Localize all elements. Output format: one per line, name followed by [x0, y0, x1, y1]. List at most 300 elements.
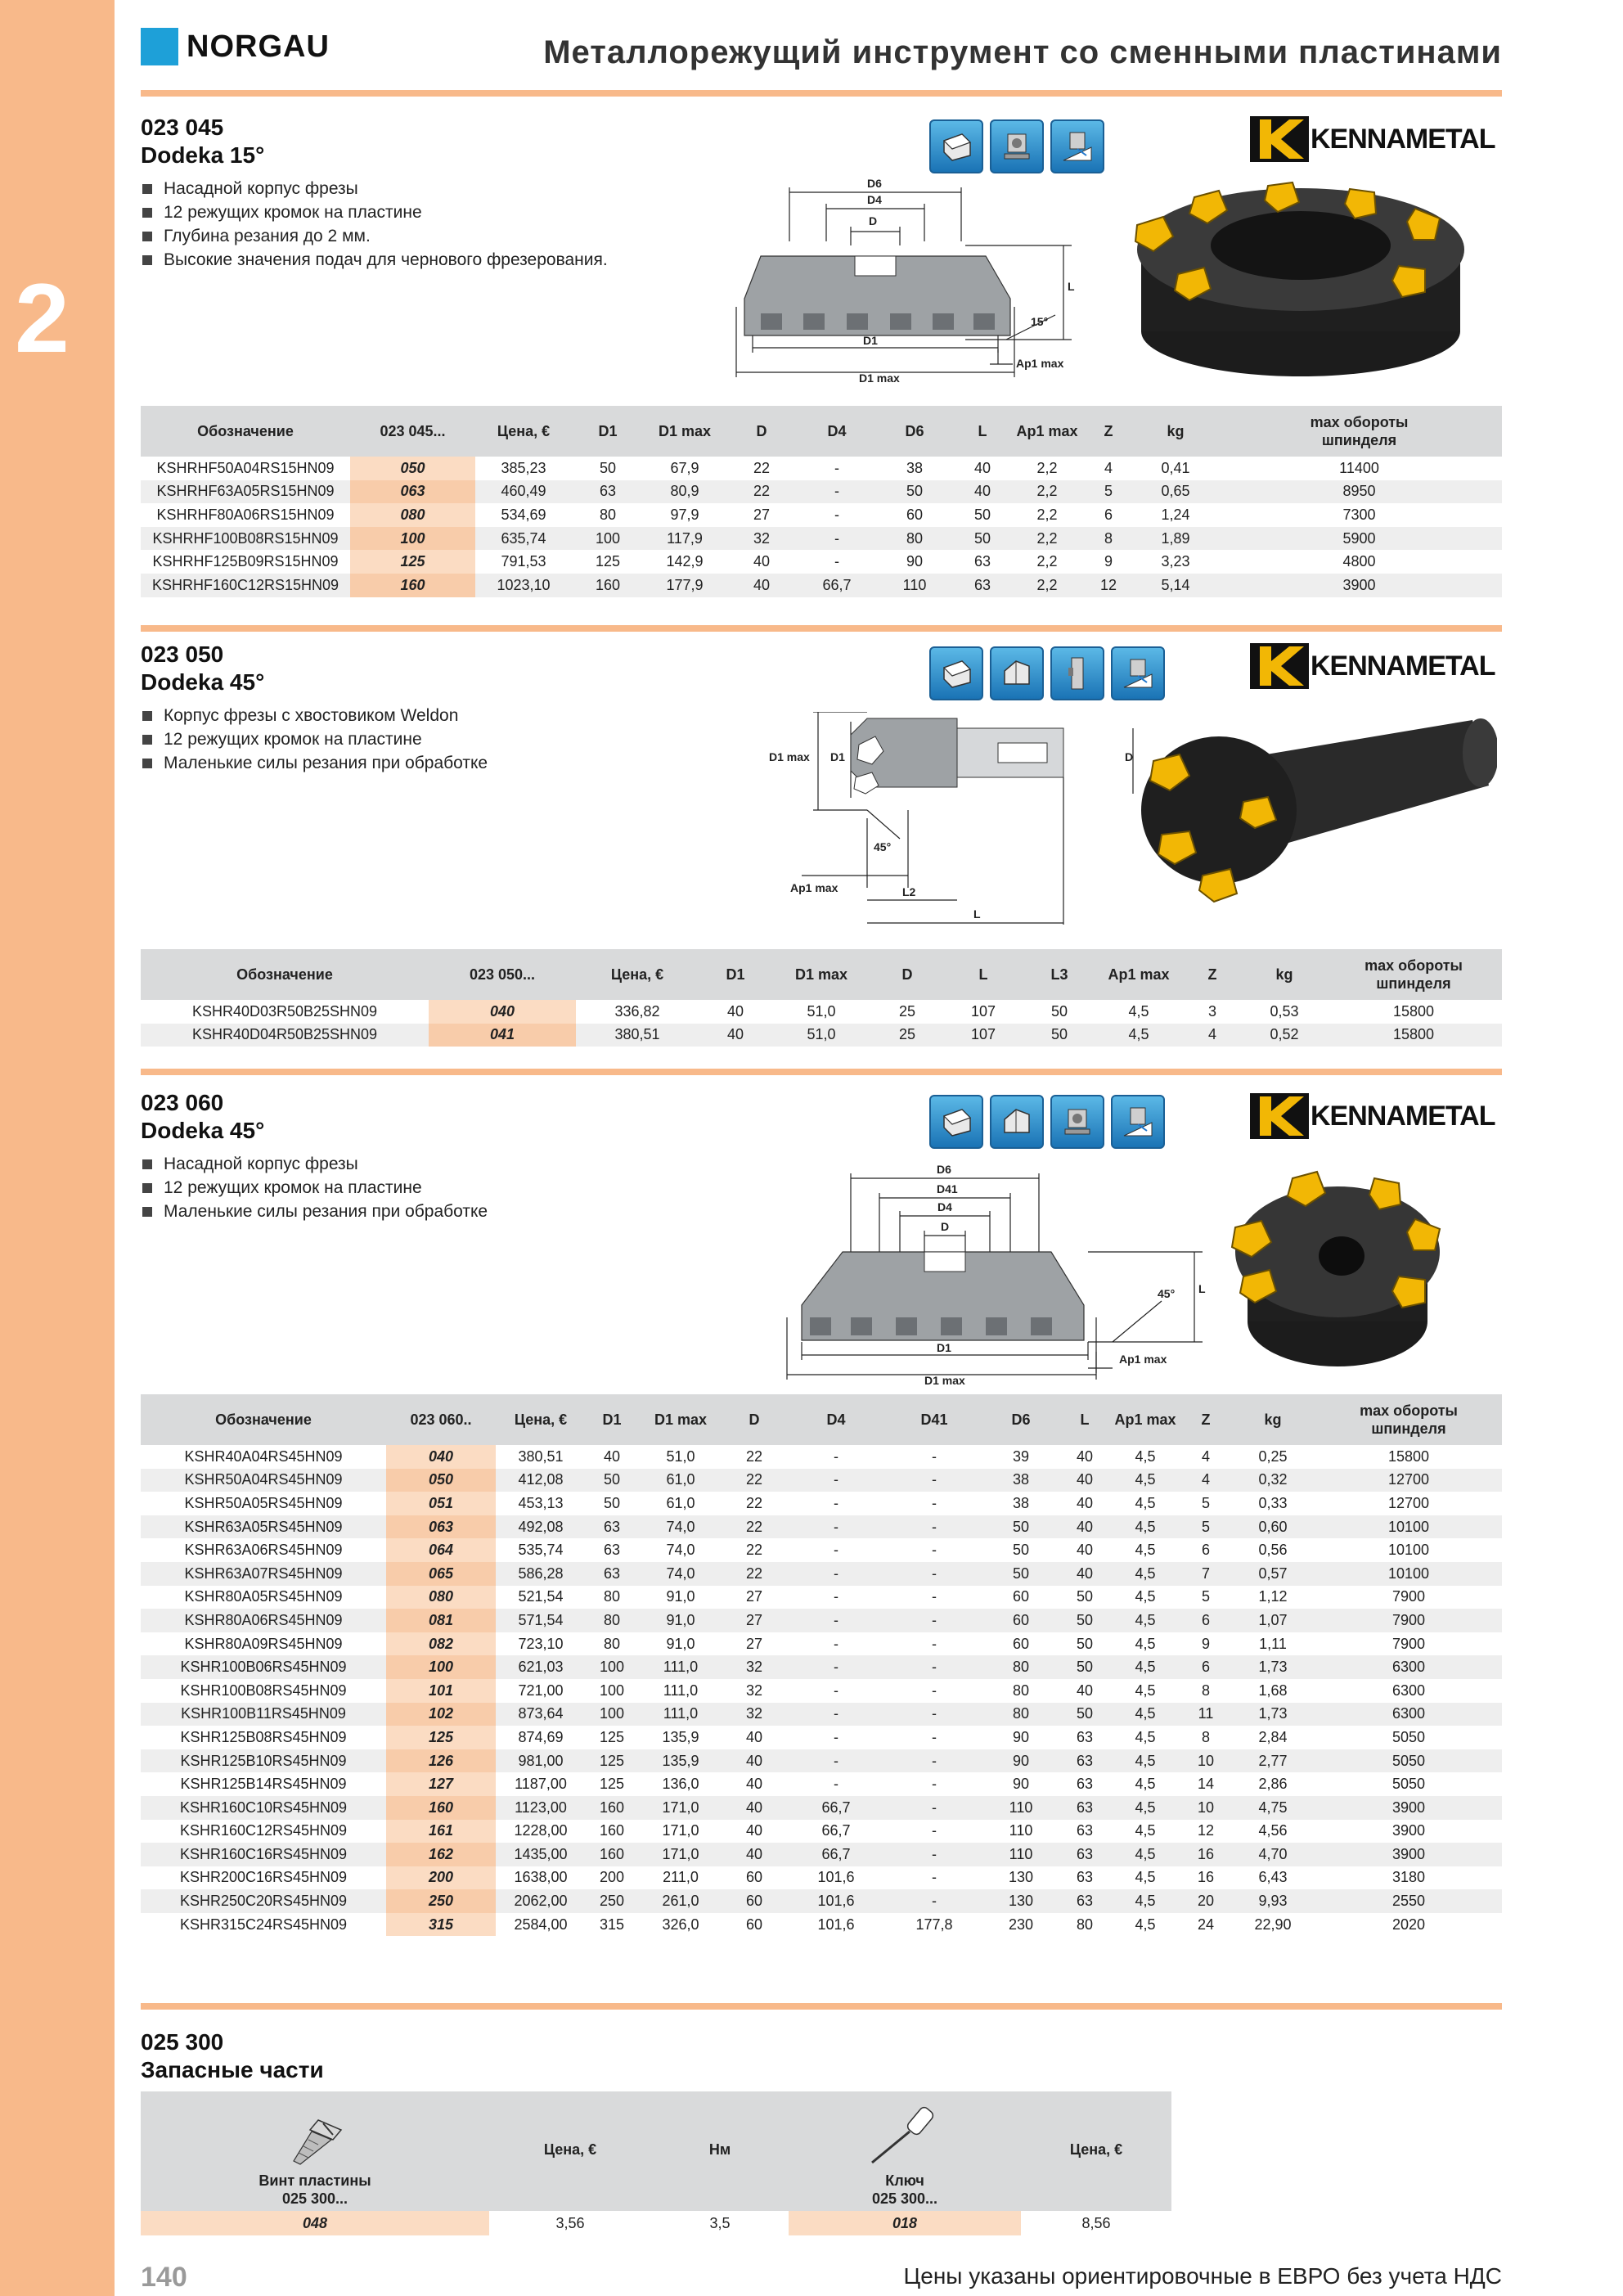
- designation-cell: KSHR125B10RS45HN09: [141, 1749, 386, 1773]
- value-cell: 230: [1008, 1916, 1034, 1933]
- value-cell: 0,41: [1161, 459, 1190, 476]
- value-cell: 16: [1181, 1843, 1230, 1866]
- value-cell: 61,0: [666, 1494, 695, 1511]
- chamfer-icon: [990, 1095, 1044, 1149]
- designation-cell: KSHR100B06RS45HN09: [141, 1655, 386, 1679]
- col-header: kg: [1135, 406, 1216, 457]
- value-cell: 5,14: [1135, 574, 1216, 597]
- square-insert-icon: [929, 1095, 983, 1149]
- value-cell: -: [887, 1609, 982, 1632]
- value-cell: 4: [1181, 1469, 1230, 1492]
- value-cell: 336,82: [614, 1002, 660, 1020]
- section-rule: [141, 625, 1502, 632]
- face-mill-icon: [1050, 1095, 1104, 1149]
- svg-text:D4: D4: [867, 193, 882, 206]
- value-cell: -: [834, 1494, 838, 1511]
- value-cell: 0,52: [1243, 1024, 1325, 1047]
- value-cell: 110: [982, 1796, 1060, 1820]
- value-cell: 3: [1207, 1002, 1216, 1020]
- svg-text:D6: D6: [867, 177, 882, 190]
- value-cell: -: [887, 1469, 982, 1492]
- value-cell: 40: [1060, 1469, 1109, 1492]
- value-cell: 0,57: [1230, 1562, 1315, 1586]
- value-cell: 4,5: [1109, 1515, 1181, 1539]
- col-header: D4: [785, 1394, 887, 1445]
- value-cell: 63: [953, 574, 1012, 597]
- designation-cell: KSHR50A05RS45HN09: [184, 1494, 343, 1511]
- designation-cell: KSHR160C12RS45HN09: [179, 1822, 348, 1839]
- page-number: 140: [141, 2262, 187, 2293]
- col-header: Ap1 max: [1096, 949, 1181, 1000]
- value-cell: 4800: [1342, 553, 1376, 570]
- value-cell: 100: [572, 527, 644, 551]
- designation-cell: KSHRHF100B08RS15HN09: [141, 527, 350, 551]
- value-cell: 63: [1060, 1843, 1109, 1866]
- value-cell: 4,75: [1230, 1796, 1315, 1820]
- value-cell: 97,9: [670, 506, 699, 523]
- designation-cell: KSHR100B11RS45HN09: [141, 1703, 386, 1727]
- value-cell: 142,9: [666, 553, 704, 570]
- value-cell: 111,0: [638, 1703, 723, 1727]
- value-cell: 40: [723, 1796, 785, 1820]
- value-cell: -: [785, 1609, 887, 1632]
- brand-name: NORGAU: [187, 29, 330, 64]
- designation-cell: KSHR63A07RS45HN09: [141, 1562, 386, 1586]
- value-cell: -: [785, 1703, 887, 1727]
- section-rule: [141, 1069, 1502, 1075]
- value-cell: -: [834, 1588, 838, 1605]
- value-cell: 50: [1012, 1542, 1030, 1559]
- value-cell: 51,0: [666, 1447, 695, 1465]
- value-cell: 4,5: [1109, 1609, 1181, 1632]
- designation-cell: KSHR80A05RS45HN09: [184, 1588, 343, 1605]
- value-cell: 7900: [1391, 1635, 1426, 1652]
- value-cell: 60: [745, 1916, 763, 1933]
- order-code-cell: 050: [350, 457, 475, 480]
- designation-cell: KSHRHF125B09RS15HN09: [152, 553, 339, 570]
- section-code: 023 050: [141, 642, 224, 667]
- value-cell: 101,6: [817, 1916, 855, 1933]
- value-cell: 100: [599, 1681, 625, 1699]
- screw-label: Винт пластины: [259, 2172, 371, 2189]
- value-cell: 6300: [1315, 1703, 1502, 1727]
- screw-price: 3,56: [555, 2214, 585, 2231]
- value-cell: 8: [1201, 1681, 1210, 1699]
- value-cell: 22: [726, 480, 798, 504]
- price-note: Цены указаны ориентировочные в ЕВРО без учета НДС: [903, 2263, 1502, 2289]
- value-cell: 2,84: [1258, 1728, 1288, 1745]
- value-cell: 7900: [1315, 1609, 1502, 1632]
- feature-item: Насадной корпус фрезы: [142, 1152, 488, 1176]
- ramping-icon: [1111, 1095, 1165, 1149]
- key-icon: [856, 2102, 954, 2168]
- value-cell: 10: [1181, 1749, 1230, 1773]
- value-cell: 40: [603, 1447, 621, 1465]
- value-cell: -: [887, 1796, 982, 1820]
- col-header: Обозначение: [141, 1394, 386, 1445]
- value-cell: 80: [982, 1655, 1060, 1679]
- col-header: Цена, €: [489, 2091, 651, 2211]
- value-cell: 39: [1012, 1447, 1030, 1465]
- svg-text:45°: 45°: [874, 840, 892, 853]
- value-cell: 135,9: [662, 1728, 699, 1745]
- col-header: D4: [798, 406, 876, 457]
- value-cell: 2584,00: [514, 1916, 568, 1933]
- spec-table: [141, 406, 1502, 597]
- value-cell: 160: [586, 1843, 638, 1866]
- value-cell: 63: [1076, 1822, 1094, 1839]
- table-row: [141, 1866, 1502, 1890]
- value-cell: 40: [726, 574, 798, 597]
- value-cell: -: [932, 1728, 937, 1745]
- order-code-cell: 040: [386, 1445, 496, 1469]
- value-cell: 24: [1197, 1916, 1215, 1933]
- value-cell: 60: [1012, 1588, 1030, 1605]
- value-cell: 5: [1201, 1494, 1210, 1511]
- table-row: [141, 1586, 1502, 1609]
- order-code-cell: 315: [386, 1913, 496, 1937]
- value-cell: 4,5: [1109, 1562, 1181, 1586]
- table-row: [141, 1889, 1502, 1913]
- value-cell: 40: [726, 1002, 744, 1020]
- col-header: L: [953, 406, 1012, 457]
- value-cell: 1187,00: [515, 1776, 567, 1793]
- svg-text:L2: L2: [902, 885, 916, 898]
- table-row: [141, 1632, 1502, 1656]
- value-cell: 91,0: [666, 1635, 695, 1652]
- designation-cell: KSHR50A04RS45HN09: [141, 1469, 386, 1492]
- value-cell: 15800: [1325, 1024, 1502, 1047]
- value-cell: 27: [745, 1635, 763, 1652]
- value-cell: 80: [586, 1609, 638, 1632]
- section-name: Запасные части: [141, 2057, 324, 2082]
- brand-logo-square: [141, 28, 178, 65]
- screw-code: 048: [141, 2211, 489, 2235]
- value-cell: 1,73: [1230, 1655, 1315, 1679]
- col-header: D1 max: [772, 949, 870, 1000]
- table-row: [141, 1820, 1502, 1844]
- value-cell: 12: [1082, 574, 1135, 597]
- value-cell: 50: [1060, 1609, 1109, 1632]
- value-cell: 110: [1009, 1822, 1033, 1839]
- feature-item: Глубина резания до 2 мм.: [142, 224, 608, 248]
- col-header: max обороты шпинделя: [1216, 406, 1502, 457]
- value-cell: 4,5: [1109, 1469, 1181, 1492]
- value-cell: 8: [1201, 1728, 1210, 1745]
- value-cell: 6300: [1315, 1655, 1502, 1679]
- section-code: 023 060: [141, 1090, 224, 1115]
- value-cell: 40: [723, 1843, 785, 1866]
- value-cell: 5050: [1315, 1749, 1502, 1773]
- order-code-cell: 200: [386, 1866, 496, 1890]
- key-header: [789, 2091, 1021, 2211]
- svg-text:L: L: [1068, 280, 1075, 293]
- value-cell: 0,25: [1258, 1447, 1288, 1465]
- kennametal-logo: [1250, 643, 1495, 689]
- screw-icon: [282, 2115, 348, 2168]
- value-cell: 721,00: [518, 1681, 564, 1699]
- value-cell: -: [932, 1588, 937, 1605]
- value-cell: 571,54: [496, 1609, 586, 1632]
- designation-cell: KSHRHF160C12RS15HN09: [141, 574, 350, 597]
- order-code-cell: 080: [386, 1586, 496, 1609]
- value-cell: 2,2: [1036, 506, 1058, 523]
- value-cell: 4,5: [1109, 1703, 1181, 1727]
- svg-text:D1: D1: [863, 334, 878, 347]
- value-cell: 40: [973, 459, 991, 476]
- kennametal-logo-text: KENNAMETAL: [1311, 650, 1495, 682]
- value-cell: 50: [586, 1469, 638, 1492]
- feature-item: 12 режущих кромок на пластине: [142, 1176, 488, 1200]
- value-cell: 635,74: [475, 527, 572, 551]
- value-cell: 27: [753, 506, 771, 523]
- feature-item: Высокие значения подач для чернового фрезерования.: [142, 248, 608, 272]
- value-cell: 111,0: [638, 1655, 723, 1679]
- order-code-cell: 101: [386, 1679, 496, 1703]
- col-header: Z: [1082, 406, 1135, 457]
- designation-cell: KSHR80A09RS45HN09: [184, 1635, 343, 1652]
- value-cell: 10: [1181, 1796, 1230, 1820]
- value-cell: 453,13: [518, 1494, 564, 1511]
- value-cell: 61,0: [638, 1469, 723, 1492]
- svg-text:D1 max: D1 max: [924, 1374, 965, 1387]
- value-cell: 1023,10: [475, 574, 572, 597]
- value-cell: 40: [745, 1728, 763, 1745]
- col-header: Z: [1181, 1394, 1230, 1445]
- table-row: [141, 1843, 1502, 1866]
- torque-value: 3,5: [709, 2214, 731, 2231]
- value-cell: 4,5: [1096, 1024, 1181, 1047]
- svg-text:D4: D4: [937, 1200, 952, 1213]
- square-insert-icon: [929, 646, 983, 700]
- section-name: Dodeka 15°: [141, 142, 265, 168]
- value-cell: 1228,00: [514, 1822, 568, 1839]
- value-cell: 22: [753, 459, 771, 476]
- value-cell: 22: [745, 1494, 763, 1511]
- value-cell: 6: [1181, 1609, 1230, 1632]
- value-cell: 60: [906, 506, 924, 523]
- value-cell: 40: [745, 1776, 763, 1793]
- value-cell: 12700: [1387, 1494, 1430, 1511]
- technical-drawing: [769, 712, 1137, 933]
- order-code-cell: 102: [386, 1703, 496, 1727]
- value-cell: 4,5: [1135, 1494, 1156, 1511]
- value-cell: 7: [1181, 1562, 1230, 1586]
- value-cell: 38: [982, 1469, 1060, 1492]
- spec-table-body: [141, 1000, 1502, 1047]
- designation-cell: KSHRHF80A06RS15HN09: [156, 506, 335, 523]
- value-cell: -: [834, 1542, 838, 1559]
- value-cell: 22: [745, 1542, 763, 1559]
- svg-text:D6: D6: [937, 1163, 951, 1176]
- value-cell: 4,5: [1135, 1728, 1156, 1745]
- value-cell: 130: [982, 1889, 1060, 1913]
- order-code-cell: 041: [429, 1024, 576, 1047]
- side-divider: [115, 0, 118, 2296]
- value-cell: -: [834, 459, 839, 476]
- value-cell: -: [834, 1776, 838, 1793]
- value-cell: 211,0: [663, 1869, 699, 1886]
- col-header: D: [726, 406, 798, 457]
- svg-text:D1: D1: [937, 1341, 951, 1354]
- value-cell: 10100: [1315, 1515, 1502, 1539]
- value-cell: 107: [970, 1002, 996, 1020]
- value-cell: 110: [876, 574, 953, 597]
- value-cell: 40: [953, 480, 1012, 504]
- value-cell: 107: [944, 1024, 1023, 1047]
- value-cell: 250: [586, 1889, 638, 1913]
- table-row: [141, 1024, 1502, 1047]
- value-cell: 5900: [1216, 527, 1502, 551]
- value-cell: 171,0: [662, 1822, 699, 1839]
- value-cell: 2,2: [1012, 574, 1082, 597]
- col-header: kg: [1230, 1394, 1315, 1445]
- col-header: D1: [586, 1394, 638, 1445]
- value-cell: 16: [1197, 1869, 1215, 1886]
- value-cell: 6: [1201, 1542, 1210, 1559]
- spec-table-body: [141, 457, 1502, 597]
- value-cell: 14: [1197, 1776, 1215, 1793]
- value-cell: 40: [699, 1024, 772, 1047]
- table-row: [141, 1913, 1502, 1937]
- value-cell: 66,7: [821, 1822, 851, 1839]
- value-cell: -: [932, 1494, 937, 1511]
- value-cell: 0,53: [1270, 1002, 1299, 1020]
- value-cell: 4,5: [1128, 1002, 1149, 1020]
- value-cell: 4: [1201, 1447, 1210, 1465]
- value-cell: 15800: [1392, 1002, 1435, 1020]
- value-cell: 8: [1082, 527, 1135, 551]
- order-code-cell: 081: [386, 1609, 496, 1632]
- value-cell: 10100: [1387, 1542, 1430, 1559]
- col-header: D1 max: [644, 406, 726, 457]
- section-rule: [141, 2003, 1502, 2010]
- col-header: D1 max: [638, 1394, 723, 1445]
- svg-text:D: D: [941, 1220, 950, 1233]
- value-cell: 4,5: [1135, 1916, 1156, 1933]
- value-cell: 2,2: [1012, 480, 1082, 504]
- kennametal-logo-text: KENNAMETAL: [1311, 123, 1495, 155]
- table-row: [141, 1515, 1502, 1539]
- feature-list: [142, 704, 488, 775]
- value-cell: 1123,00: [496, 1796, 586, 1820]
- value-cell: 125: [595, 553, 621, 570]
- value-cell: 50: [973, 506, 991, 523]
- value-cell: -: [887, 1562, 982, 1586]
- value-cell: 380,51: [518, 1447, 564, 1465]
- value-cell: 1435,00: [496, 1843, 586, 1866]
- value-cell: -: [932, 1869, 937, 1886]
- value-cell: 177,9: [644, 574, 726, 597]
- value-cell: 32: [723, 1703, 785, 1727]
- value-cell: 5050: [1391, 1728, 1426, 1745]
- table-row: [141, 1469, 1502, 1492]
- value-cell: 40: [1060, 1562, 1109, 1586]
- value-cell: 32: [723, 1655, 785, 1679]
- designation-cell: KSHR40D03R50B25SHN09: [191, 1002, 378, 1020]
- value-cell: 63: [572, 480, 644, 504]
- value-cell: 6: [1181, 1655, 1230, 1679]
- value-cell: 80: [876, 527, 953, 551]
- tool-photo: [1203, 1162, 1472, 1379]
- col-header: Ap1 max: [1109, 1394, 1181, 1445]
- value-cell: 0,56: [1258, 1542, 1288, 1559]
- value-cell: 32: [726, 527, 798, 551]
- ramping-icon: [1111, 646, 1165, 700]
- value-cell: 91,0: [666, 1588, 695, 1605]
- value-cell: -: [785, 1562, 887, 1586]
- value-cell: 4,5: [1135, 1542, 1156, 1559]
- value-cell: -: [785, 1469, 887, 1492]
- order-code-cell: 100: [350, 527, 475, 551]
- order-code-cell: 125: [350, 550, 475, 574]
- value-cell: 8950: [1216, 480, 1502, 504]
- table-row: [141, 574, 1502, 597]
- screw-header: [141, 2091, 489, 2211]
- designation-cell: KSHR40D04R50B25SHN09: [141, 1024, 429, 1047]
- col-header: Цена, €: [576, 949, 699, 1000]
- value-cell: 80: [982, 1703, 1060, 1727]
- value-cell: 4,5: [1109, 1749, 1181, 1773]
- value-cell: 60: [723, 1889, 785, 1913]
- value-cell: 11: [1181, 1703, 1230, 1727]
- value-cell: 74,0: [638, 1562, 723, 1586]
- svg-text:Ap1 max: Ap1 max: [1119, 1353, 1167, 1366]
- value-cell: 12: [1197, 1822, 1215, 1839]
- value-cell: 90: [1012, 1728, 1030, 1745]
- value-cell: 80: [603, 1635, 621, 1652]
- order-code-cell: 064: [386, 1538, 496, 1562]
- value-cell: -: [798, 527, 876, 551]
- section-code: 023 045: [141, 115, 224, 140]
- value-cell: 1,68: [1258, 1681, 1288, 1699]
- value-cell: 50: [982, 1562, 1060, 1586]
- value-cell: 5: [1082, 480, 1135, 504]
- tool-photo: [1104, 176, 1497, 380]
- value-cell: 4,5: [1109, 1889, 1181, 1913]
- col-header: L: [944, 949, 1023, 1000]
- value-cell: 25: [898, 1002, 916, 1020]
- svg-text:Ap1 max: Ap1 max: [1016, 357, 1064, 370]
- value-cell: 100: [586, 1703, 638, 1727]
- value-cell: 101,6: [785, 1889, 887, 1913]
- value-cell: 2,2: [1036, 459, 1058, 476]
- value-cell: 66,7: [785, 1843, 887, 1866]
- order-code-cell: 160: [350, 574, 475, 597]
- table-row: [141, 1562, 1502, 1586]
- value-cell: 2550: [1315, 1889, 1502, 1913]
- value-cell: 791,53: [501, 553, 546, 570]
- designation-cell: KSHR63A05RS45HN09: [141, 1515, 386, 1539]
- col-header: 023 045...: [350, 406, 475, 457]
- value-cell: 3900: [1315, 1796, 1502, 1820]
- value-cell: 9,93: [1230, 1889, 1315, 1913]
- value-cell: 25: [870, 1024, 944, 1047]
- value-cell: 1,07: [1230, 1609, 1315, 1632]
- value-cell: 412,08: [496, 1469, 586, 1492]
- value-cell: 125: [599, 1728, 625, 1745]
- value-cell: 50: [1060, 1703, 1109, 1727]
- section-code: 025 300: [141, 2029, 224, 2055]
- order-code-cell: 125: [386, 1726, 496, 1749]
- value-cell: 80: [603, 1588, 621, 1605]
- value-cell: 91,0: [638, 1609, 723, 1632]
- value-cell: 160: [572, 574, 644, 597]
- value-cell: 0,60: [1230, 1515, 1315, 1539]
- value-cell: 50: [1023, 1024, 1096, 1047]
- value-cell: 7900: [1391, 1588, 1426, 1605]
- order-code-cell: 126: [386, 1749, 496, 1773]
